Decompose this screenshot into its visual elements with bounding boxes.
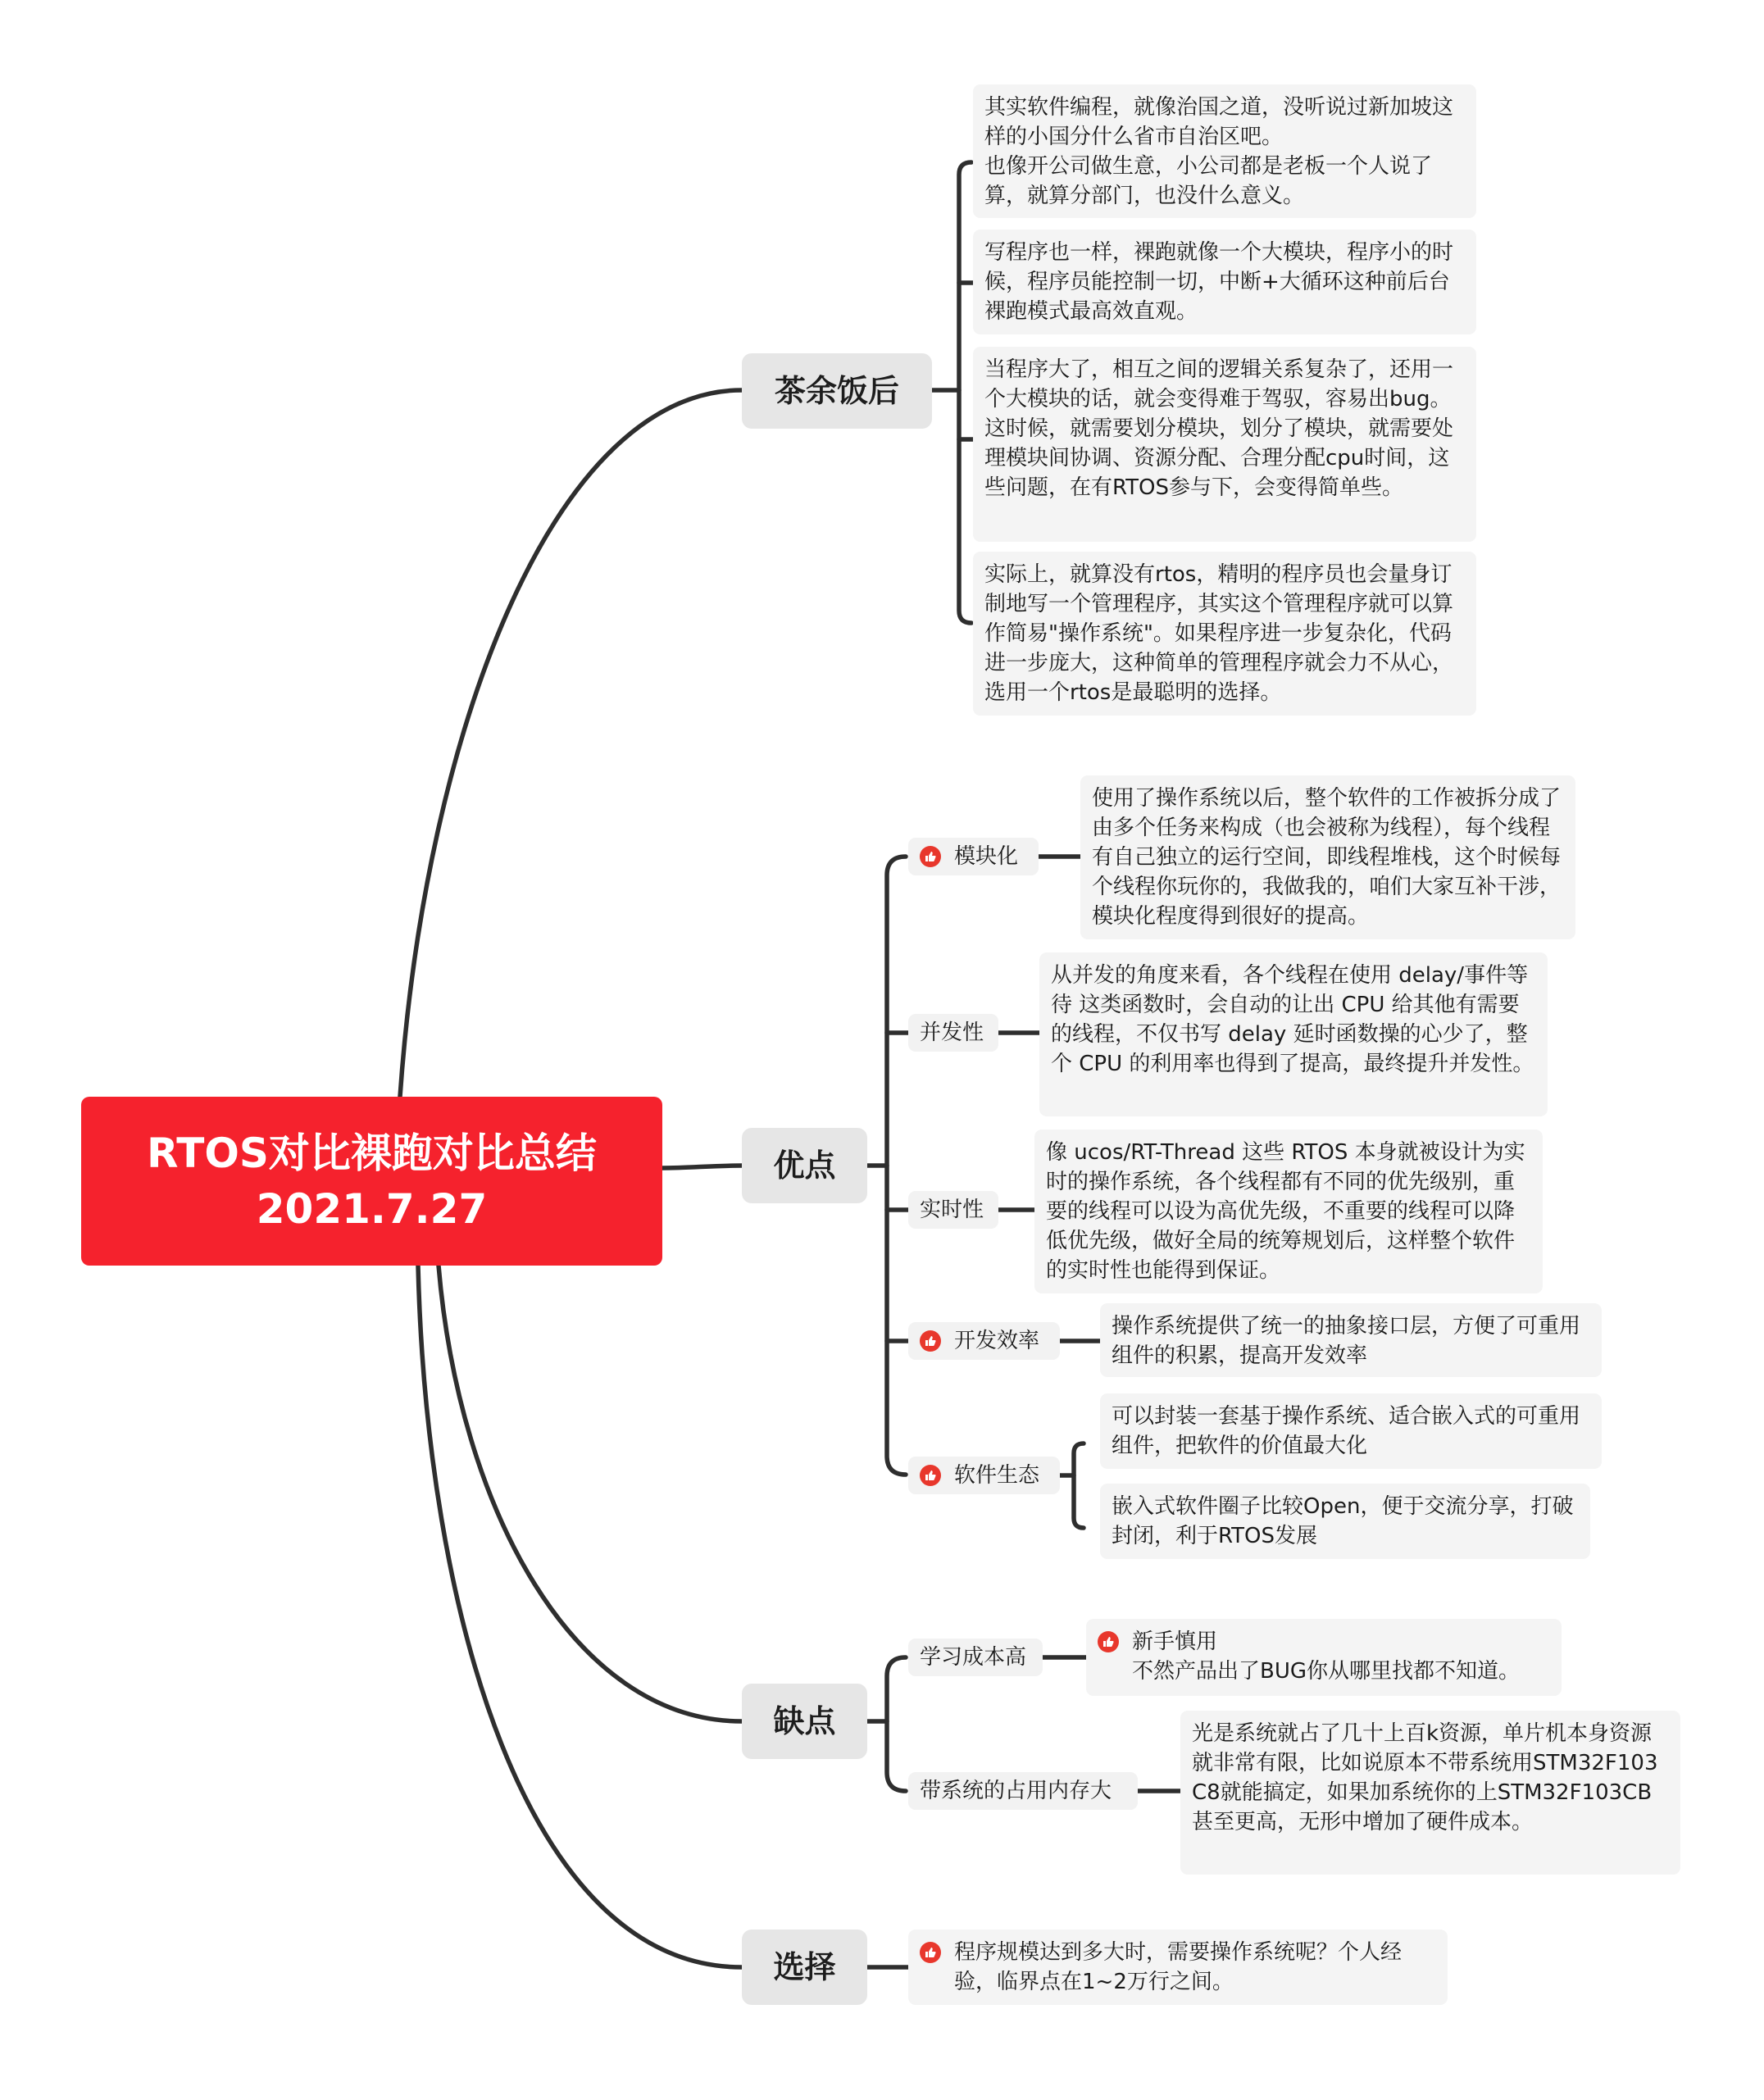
youdian-note-bingfaxing: 从并发的角度来看，各个线程在使用 delay/事件等待 这类函数时，会自动的让出 CPU 给其他有需要的线程，不仅书写 delay 延时函数操的心少了，整个 CPU 的利用率也得到了提高，最终提升并发性。 xyxy=(1039,952,1548,1116)
thumbs-up-icon xyxy=(920,1942,941,1963)
youdian-note-ruanjian-1: 可以封装一套基于操作系统、适合嵌入式的可重用组件，把软件的价值最大化 xyxy=(1100,1393,1602,1469)
thumbs-up-icon xyxy=(920,1465,941,1486)
quedian-note-neicun: 光是系统就占了几十上百k资源，单片机本身资源就非常有限，比如说原本不带系统用STM32F103C8就能搞定，如果加系统你的上STM32F103CB甚至更高，无形中增加了硬件成本。 xyxy=(1180,1711,1680,1875)
youdian-item-mokuaihua[interactable] xyxy=(908,838,1039,875)
connector-root-youdian xyxy=(662,1166,742,1168)
connector-root-xuanze xyxy=(418,1266,742,1967)
branch-chayu[interactable]: 茶余饭后 xyxy=(742,353,932,429)
branch-quedian[interactable]: 缺点 xyxy=(742,1684,867,1759)
youdian-label-kaifa: 开发效率 xyxy=(954,1329,1040,1353)
connector-ruanjian-bracket xyxy=(1074,1443,1084,1528)
quedian-item-neicun[interactable] xyxy=(908,1772,1138,1810)
thumbs-up-icon xyxy=(1098,1631,1119,1652)
youdian-note-mokuaihua: 使用了操作系统以后，整个软件的工作被拆分成了由多个任务来构成（也会被称为线程），每个线程有自己独立的运行空间，即线程堆栈，这个时候每个线程你玩你的，我做我的，咱们大家互补干涉，模块化程度得到很好的提高。 xyxy=(1080,775,1575,939)
chayu-note-2: 写程序也一样，裸跑就像一个大模块，程序小的时候，程序员能控制一切，中断+大循环这种前后台裸跑模式最高效直观。 xyxy=(973,230,1476,334)
connector-quedian-bracket xyxy=(887,1657,906,1791)
youdian-item-ruanjian[interactable] xyxy=(908,1457,1060,1494)
root-node[interactable] xyxy=(81,1097,662,1266)
root-title: RTOS对比裸跑对比总结 xyxy=(147,1130,597,1177)
youdian-label-bingfaxing: 并发性 xyxy=(920,1020,984,1045)
youdian-label-ruanjian: 软件生态 xyxy=(954,1463,1040,1488)
branch-xuanze[interactable]: 选择 xyxy=(742,1930,867,2005)
quedian-item-xuexi[interactable] xyxy=(908,1639,1043,1676)
xuanze-note xyxy=(908,1930,1448,2005)
connector-chayu-bracket xyxy=(959,162,971,623)
quedian-label-xuexi: 学习成本高 xyxy=(920,1645,1027,1670)
youdian-item-kaifa[interactable] xyxy=(908,1322,1060,1360)
quedian-note-xuexi-text: 新手慎用 不然产品出了BUG你从哪里找都不知道。 xyxy=(1132,1630,1521,1684)
xuanze-note-text: 程序规模达到多大时，需要操作系统呢？个人经验，临界点在1~2万行之间。 xyxy=(954,1940,1403,1994)
chayu-note-1: 其实软件编程，就像治国之道，没听说过新加坡这样的小国分什么省市自治区吧。 也像开公司做生意，小公司都是老板一个人说了算，就算分部门，也没什么意义。 xyxy=(973,84,1476,218)
youdian-note-ruanjian-2: 嵌入式软件圈子比较Open，便于交流分享，打破封闭，利于RTOS发展 xyxy=(1100,1484,1590,1559)
connector-root-chayu xyxy=(400,390,742,1097)
thumbs-up-icon xyxy=(920,1330,941,1352)
chayu-note-3: 当程序大了，相互之间的逻辑关系复杂了，还用一个大模块的话，就会变得难于驾驭，容易出bug。这时候，就需要划分模块，划分了模块，就需要处理模块间协调、资源分配、合理分配cpu时间，这些问题，在有RTOS参与下，会变得简单些。 xyxy=(973,347,1476,542)
connector-youdian-bracket xyxy=(887,857,906,1475)
thumbs-up-icon xyxy=(920,846,941,867)
youdian-label-mokuaihua: 模块化 xyxy=(954,844,1019,869)
youdian-note-kaifa: 操作系统提供了统一的抽象接口层，方便了可重用组件的积累，提高开发效率 xyxy=(1100,1303,1602,1377)
youdian-item-shishixing[interactable] xyxy=(908,1191,998,1229)
youdian-label-shishixing: 实时性 xyxy=(920,1198,984,1222)
quedian-note-xuexi xyxy=(1086,1619,1562,1696)
branch-youdian[interactable]: 优点 xyxy=(742,1128,867,1203)
chayu-note-4: 实际上，就算没有rtos，精明的程序员也会量身订制地写一个管理程序，其实这个管理程序就可以算作简易"操作系统"。如果程序进一步复杂化，代码进一步庞大，这种简单的管理程序就会力不从心，选用一个rtos是最聪明的选择。 xyxy=(973,552,1476,716)
quedian-label-neicun: 带系统的占用内存大 xyxy=(920,1779,1112,1803)
youdian-note-shishixing: 像 ucos/RT-Thread 这些 RTOS 本身就被设计为实时的操作系统，各个线程都有不同的优先级别，重要的线程可以设为高优先级，不重要的线程可以降低优先级，做好全局的统筹规划后，这样整个软件的实时性也能得到保证。 xyxy=(1034,1130,1543,1293)
youdian-item-bingfaxing[interactable] xyxy=(908,1014,998,1052)
root-date: 2021.7.27 xyxy=(256,1185,488,1233)
connector-root-quedian xyxy=(439,1266,742,1721)
